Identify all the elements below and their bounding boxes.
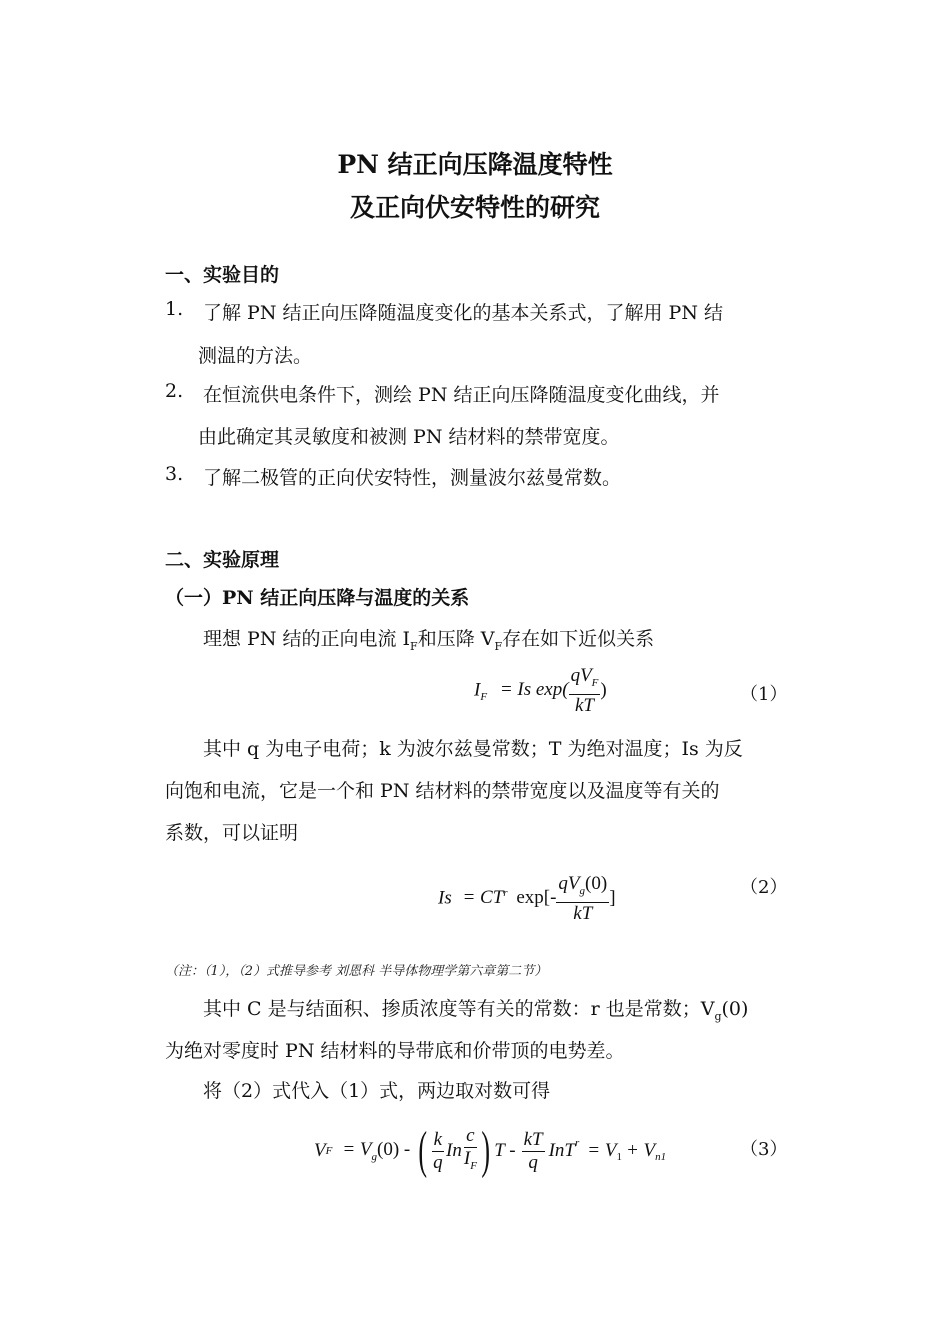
item1-line1: 了解 PN 结正向压降随温度变化的基本关系式，了解用 PN 结 bbox=[203, 302, 723, 324]
section2-heading: 二、实验原理 bbox=[165, 549, 280, 571]
page-title-line2: 及正向伏安特性的研究 bbox=[349, 193, 600, 222]
para2-line3: 系数，可以证明 bbox=[165, 822, 299, 844]
para4: 将（2）式代入（1）式，两边取对数可得 bbox=[203, 1080, 551, 1102]
footnote: （注：（1），（2）式推导参考 刘恩科 半导体物理学第六章第二节） bbox=[165, 964, 548, 979]
item3-number: 3. bbox=[165, 463, 184, 485]
section1-heading: 一、实验目的 bbox=[165, 264, 280, 286]
para1: 理想 PN 结的正向电流 $I_F$和压降 $V_F$存在如下近似关系 bbox=[203, 628, 655, 653]
section2-subheading: （一）PN 结正向压降与温度的关系 bbox=[165, 587, 470, 609]
equation-3-number: （3） bbox=[740, 1139, 788, 1160]
equation-2: $Is = CT^r$ exp[- $\frac{qV_g(0)}{kT}$ ] bbox=[438, 873, 616, 924]
para3-line1: 其中 C 是与结面积、掺质浓度等有关的常数：r 也是常数；$V_g(0)$ bbox=[203, 998, 749, 1023]
equation-2-number: （2） bbox=[740, 877, 788, 898]
equation-1: $I_F = Is$ exp( $\frac{qV_F}{kT}$ ) bbox=[474, 665, 607, 716]
equation-1-number: （1） bbox=[740, 684, 788, 705]
page-title-line1: PN 结正向压降温度特性 bbox=[337, 150, 613, 179]
para2-line1: 其中 q 为电子电荷；k 为波尔兹曼常数；T 为绝对温度；Is 为反 bbox=[203, 738, 743, 760]
item1-number: 1. bbox=[165, 298, 184, 320]
para3-line2: 为绝对零度时 PN 结材料的导带底和价带顶的电势差。 bbox=[165, 1040, 625, 1062]
para2-line2: 向饱和电流，它是一个和 PN 结材料的禁带宽度以及温度等有关的 bbox=[165, 780, 720, 802]
item1-line2: 测温的方法。 bbox=[198, 345, 313, 367]
item2-line1: 在恒流供电条件下，测绘 PN 结正向压降随温度变化曲线，并 bbox=[203, 384, 720, 406]
item2-line2: 由此确定其灵敏度和被测 PN 结材料的禁带宽度。 bbox=[198, 426, 620, 448]
item3-line1: 了解二极管的正向伏安特性，测量波尔兹曼常数。 bbox=[203, 467, 622, 489]
item2-number: 2. bbox=[165, 380, 184, 402]
equation-3: V F = $V_g(0)$ - ( $\frac{k}{q}$ In $\frac{c}{I_F}$ ) T - $\frac{kT}{q}$ InT $^r$ = V $_1$ + V $_{n1}$ bbox=[314, 1122, 667, 1179]
